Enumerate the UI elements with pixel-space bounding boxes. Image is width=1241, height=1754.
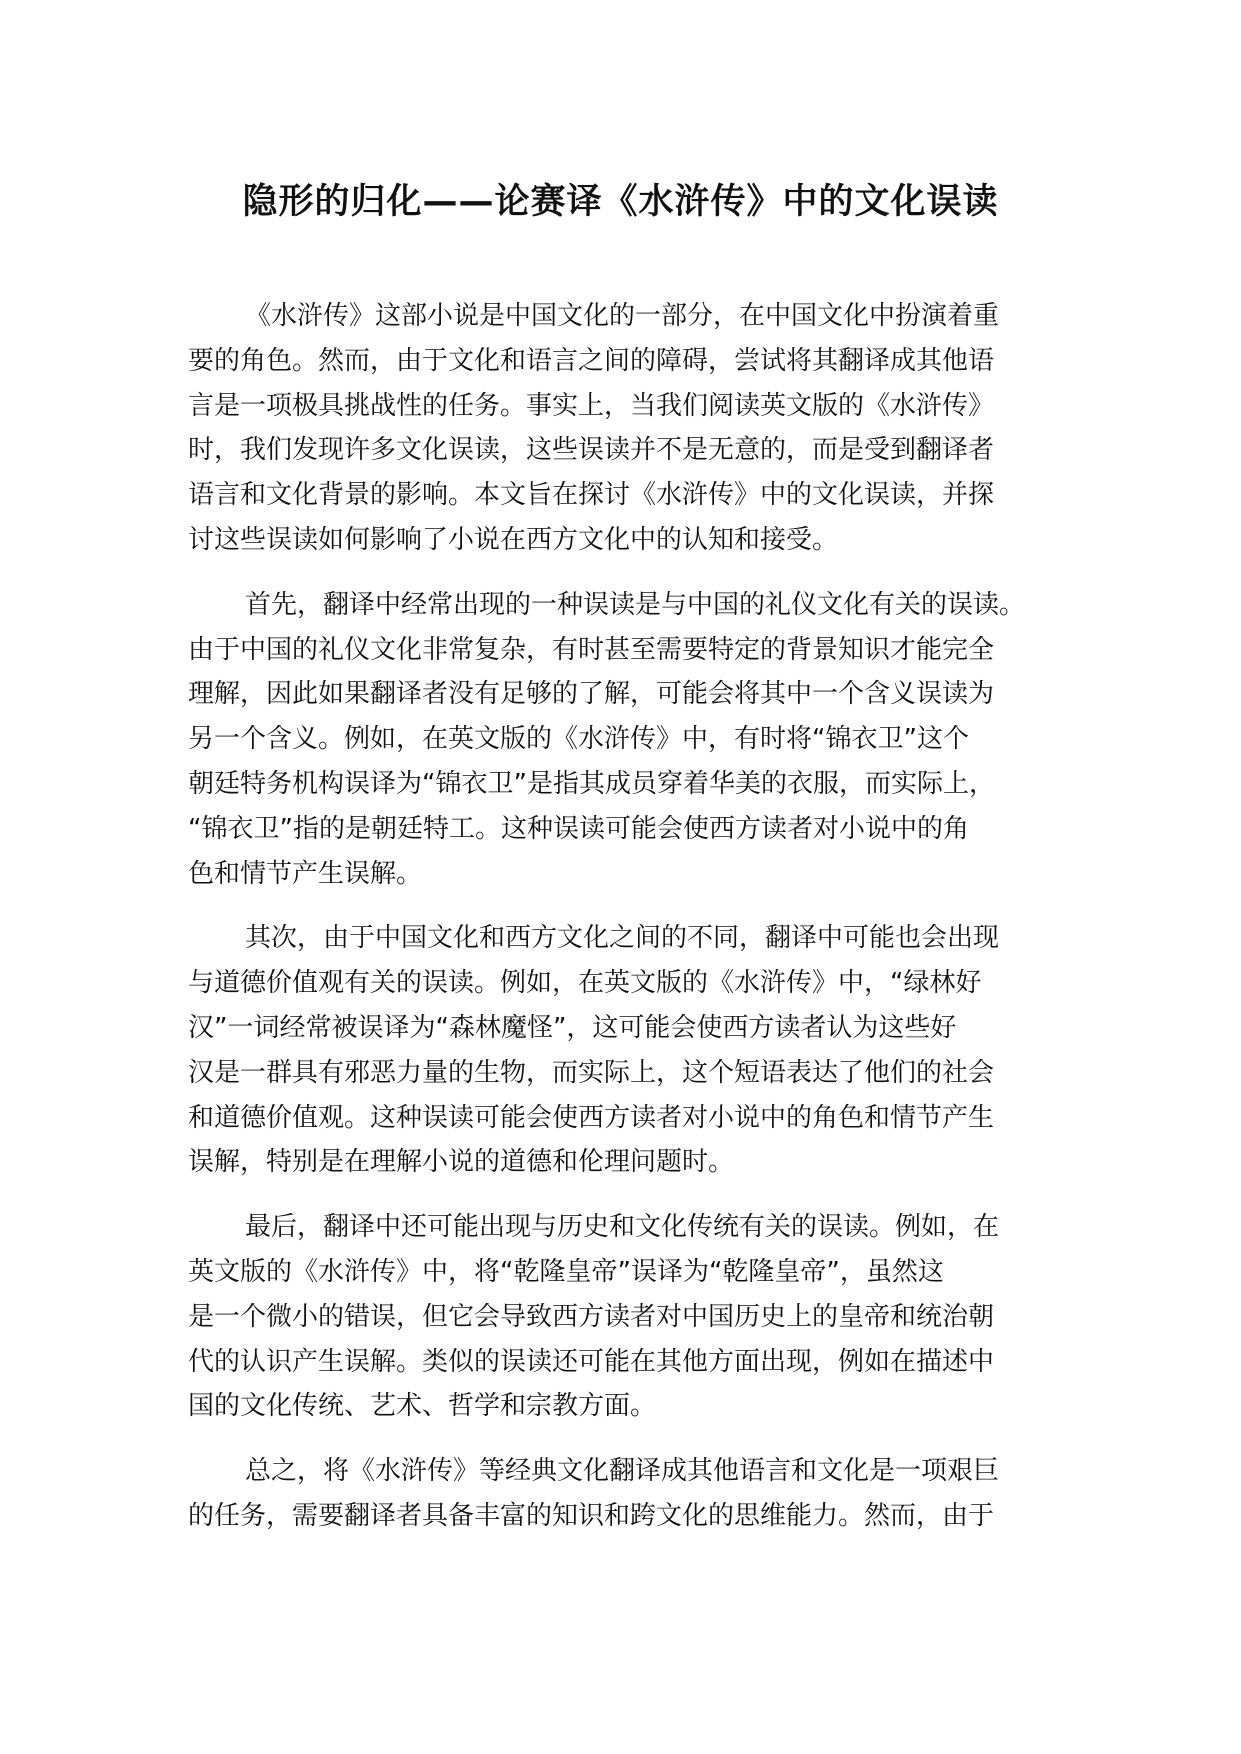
- text-line: 总之，将《水浒传》等经典文化翻译成其他语言和文化是一项艰巨: [245, 1456, 1000, 1487]
- document-body: [188, 294, 1068, 1559]
- text-line: 其次，由于中国文化和西方文化之间的不同，翻译中可能也会出现: [245, 923, 1000, 954]
- text-line: 《水浒传》这部小说是中国文化的一部分，在中国文化中扮演着重: [245, 301, 1000, 331]
- text-line: 英文版的《水浒传》中，将“乾隆皇帝”误译为“乾隆皇帝”，虽然这: [188, 1256, 944, 1287]
- text-line: 语言和文化背景的影响。本文旨在探讨《水浒传》中的文化误读，并探: [188, 480, 995, 511]
- text-line: 另一个含义。例如，在英文版的《水浒传》中，有时将“锦衣卫”这个: [188, 724, 969, 755]
- text-line: 误解，特别是在理解小说的道德和伦理问题时。: [188, 1147, 735, 1178]
- paragraph-5: [188, 1449, 1068, 1539]
- paragraph-1: [188, 294, 1068, 563]
- text-line: 的任务，需要翻译者具备丰富的知识和跨文化的思维能力。然而，由于: [188, 1500, 995, 1531]
- text-line: 代的认识产生误解。类似的误读还可能在其他方面出现，例如在描述中: [188, 1346, 995, 1377]
- text-line: 色和情节产生误解。: [188, 858, 423, 889]
- text-line: 首先，翻译中经常出现的一种误读是与中国的礼仪文化有关的误读。: [245, 589, 1026, 620]
- text-line: 与道德价值观有关的误读。例如，在英文版的《水浒传》中，“绿林好: [188, 968, 982, 999]
- text-line: 由于中国的礼仪文化非常复杂，有时甚至需要特定的背景知识才能完全: [188, 634, 995, 665]
- text-line: 朝廷特务机构误译为“锦衣卫”是指其成员穿着华美的衣服，而实际上，: [188, 768, 995, 799]
- text-line: 言是一项极具挑战性的任务。事实上，当我们阅读英文版的《水浒传》: [188, 390, 995, 421]
- text-line: 讨这些误读如何影响了小说在西方文化中的认知和接受。: [188, 524, 839, 555]
- text-line: 时，我们发现许多文化误读，这些误读并不是无意的，而是受到翻译者: [188, 435, 995, 466]
- text-line: 理解，因此如果翻译者没有足够的了解，可能会将其中一个含义误读为: [188, 679, 995, 710]
- text-line: 要的角色。然而，由于文化和语言之间的障碍，尝试将其翻译成其他语: [188, 345, 995, 376]
- paragraph-3: [188, 916, 1068, 1185]
- text-line: 国的文化传统、艺术、哲学和宗教方面。: [188, 1391, 657, 1422]
- paragraph-2: [188, 583, 1068, 897]
- text-line: 最后，翻译中还可能出现与历史和文化传统有关的误读。例如，在: [245, 1212, 1000, 1243]
- text-line: 汉”一词经常被误译为“森林魔怪”，这可能会使西方读者认为这些好: [188, 1012, 957, 1043]
- text-line: 和道德价值观。这种误读可能会使西方读者对小说中的角色和情节产生: [188, 1102, 995, 1133]
- text-line: 是一个微小的错误，但它会导致西方读者对中国历史上的皇帝和统治朝: [188, 1301, 995, 1332]
- text-line: 汉是一群具有邪恶力量的生物，而实际上，这个短语表达了他们的社会: [188, 1057, 995, 1088]
- paragraph-4: [188, 1205, 1068, 1429]
- document-title: 隐形的归化——论赛译《水浒传》中的文化误读: [242, 182, 999, 222]
- text-line: “锦衣卫”指的是朝廷特工。这种误读可能会使西方读者对小说中的角: [188, 813, 969, 844]
